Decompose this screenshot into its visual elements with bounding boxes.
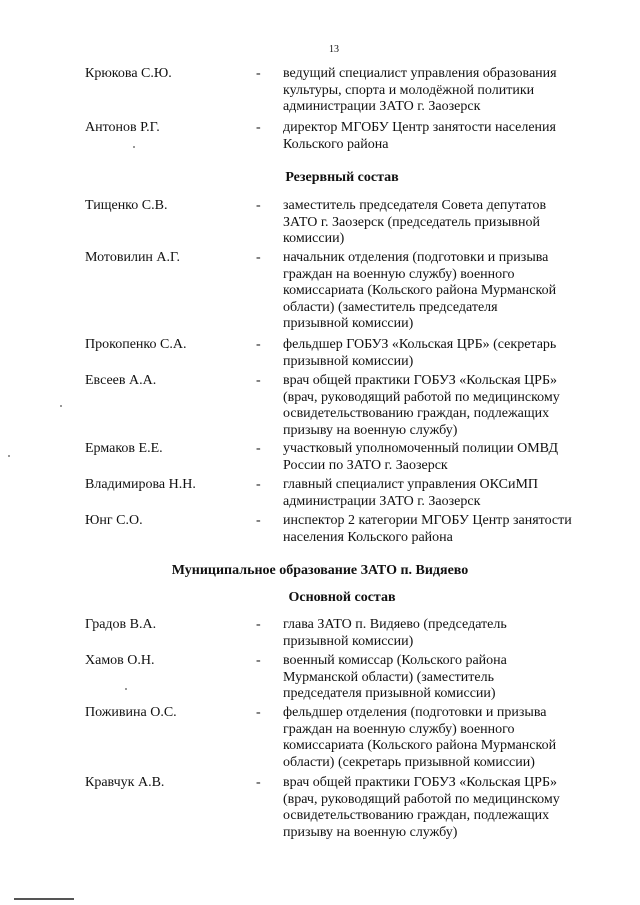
dash-separator: - [256, 477, 261, 492]
scan-edge-mark [14, 898, 74, 900]
section-heading: Муниципальное образование ЗАТО п. Видяево [171, 563, 469, 578]
role-line: культуры, спорта и молодёжной политики [283, 82, 535, 98]
dash-separator: - [256, 337, 261, 352]
member-name: Прокопенко С.А. [85, 337, 187, 352]
dash-separator: - [256, 617, 261, 632]
scan-speck [125, 688, 127, 690]
member-name: Юнг С.О. [85, 513, 143, 528]
member-name: Ермаков Е.Е. [85, 441, 163, 456]
role-line: (врач, руководящий работой по медицинскому [283, 791, 560, 807]
member-role [283, 705, 603, 771]
dash-separator: - [256, 250, 261, 265]
member-role [283, 198, 603, 248]
role-line: комиссариата (Кольского района Мурманской [283, 283, 557, 299]
role-line: области) (секретарь призывной комиссии) [283, 754, 535, 770]
role-line: администрации ЗАТО г. Заозерск [283, 493, 481, 509]
section-heading: Резервный состав [285, 170, 399, 185]
member-name: Антонов Р.Г. [85, 120, 160, 135]
member-role [283, 441, 603, 474]
role-line: призывной комиссии) [283, 633, 414, 649]
role-line: населения Кольского района [283, 529, 453, 545]
scan-speck [8, 455, 10, 457]
role-line: освидетельствованию граждан, подлежащих [283, 808, 550, 824]
dash-separator: - [256, 513, 261, 528]
role-line: глава ЗАТО п. Видяево (председатель [283, 617, 507, 632]
dash-separator: - [256, 775, 261, 790]
role-line: директор МГОБУ Центр занятости населения [283, 120, 556, 135]
member-role [283, 617, 603, 650]
role-line: граждан на военную службу) военного [283, 721, 515, 737]
member-role [283, 653, 603, 703]
role-line: (врач, руководящий работой по медицинскому [283, 389, 560, 405]
dash-separator: - [256, 66, 261, 81]
page-number: 13 [329, 44, 339, 55]
role-line: фельдшер отделения (подготовки и призыва [283, 705, 547, 720]
member-name: Мотовилин А.Г. [85, 250, 181, 265]
role-line: Мурманской области) (заместитель [283, 669, 494, 685]
member-name: Градов В.А. [85, 617, 157, 632]
member-role [283, 337, 603, 370]
dash-separator: - [256, 373, 261, 388]
role-line: ЗАТО г. Заозерск (председатель призывной [283, 214, 540, 230]
role-line: начальник отделения (подготовки и призыва [283, 250, 549, 265]
section-heading: Основной состав [288, 590, 396, 605]
role-line: Кольского района [283, 136, 389, 152]
member-name: Тищенко С.В. [85, 198, 168, 213]
member-role [283, 250, 603, 333]
role-line: председателя призывной комиссии) [283, 686, 496, 702]
role-line: заместитель председателя Совета депутатов [283, 198, 547, 213]
scan-speck [133, 146, 135, 148]
member-role [283, 120, 603, 153]
member-role [283, 66, 603, 116]
member-role [283, 477, 603, 510]
role-line: граждан на военную службу) военного [283, 266, 515, 282]
role-line: врач общей практики ГОБУЗ «Кольская ЦРБ» [283, 373, 558, 388]
role-line: ведущий специалист управления образования [283, 66, 557, 81]
dash-separator: - [256, 120, 261, 135]
member-name: Поживина О.С. [85, 705, 177, 720]
member-role [283, 775, 603, 841]
role-line: призывной комиссии) [283, 316, 414, 332]
member-name: Кравчук А.В. [85, 775, 165, 790]
dash-separator: - [256, 705, 261, 720]
role-line: комиссариата (Кольского района Мурманской [283, 738, 557, 754]
role-line: призыву на военную службу) [283, 824, 458, 840]
member-role [283, 513, 603, 546]
role-line: участковый уполномоченный полиции ОМВД [283, 441, 559, 456]
role-line: администрации ЗАТО г. Заозерск [283, 99, 481, 115]
dash-separator: - [256, 198, 261, 213]
member-name: Хамов О.Н. [85, 653, 155, 668]
role-line: призыву на военную службу) [283, 422, 458, 438]
role-line: военный комиссар (Кольского района [283, 653, 507, 668]
dash-separator: - [256, 441, 261, 456]
role-line: призывной комиссии) [283, 353, 414, 369]
member-name: Крюкова С.Ю. [85, 66, 172, 81]
role-line: врач общей практики ГОБУЗ «Кольская ЦРБ» [283, 775, 558, 790]
role-line: главный специалист управления ОКСиМП [283, 477, 539, 492]
role-line: России по ЗАТО г. Заозерск [283, 457, 448, 473]
member-role [283, 373, 603, 439]
role-line: фельдшер ГОБУЗ «Кольская ЦРБ» (секретарь [283, 337, 557, 352]
scan-speck [60, 405, 62, 407]
role-line: освидетельствованию граждан, подлежащих [283, 406, 550, 422]
role-line: области) (заместитель председателя [283, 299, 498, 315]
dash-separator: - [256, 653, 261, 668]
member-name: Владимирова Н.Н. [85, 477, 196, 492]
role-line: инспектор 2 категории МГОБУ Центр занятости [283, 513, 572, 528]
member-name: Евсеев А.А. [85, 373, 157, 388]
role-line: комиссии) [283, 231, 345, 247]
